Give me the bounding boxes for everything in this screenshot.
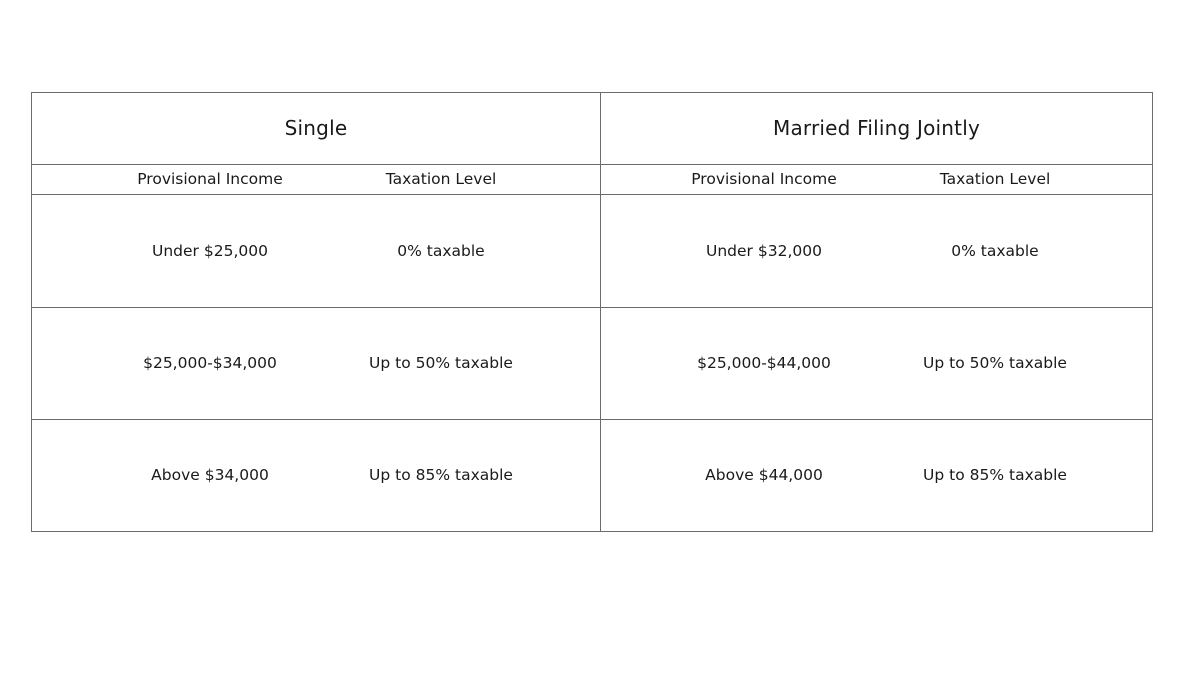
married-level-header: Taxation Level xyxy=(939,170,1051,189)
single-section xyxy=(32,93,601,531)
married-level-cell: 0% taxable xyxy=(951,241,1039,260)
table-row xyxy=(32,195,600,307)
single-income-cell: Above $34,000 xyxy=(151,466,269,485)
taxation-table xyxy=(31,92,1153,532)
single-income-cell: Under $25,000 xyxy=(152,241,268,260)
table-row xyxy=(32,419,600,531)
married-level-cell: Up to 85% taxable xyxy=(923,466,1067,485)
single-income-header: Provisional Income xyxy=(137,170,283,189)
married-income-cell: Above $44,000 xyxy=(705,466,823,485)
married-section xyxy=(601,93,1152,531)
single-level-cell: 0% taxable xyxy=(397,241,485,260)
single-header-row xyxy=(32,165,600,195)
married-income-cell: Under $32,000 xyxy=(706,241,822,260)
table-row xyxy=(601,195,1152,307)
married-level-cell: Up to 50% taxable xyxy=(923,354,1067,373)
single-title: Single xyxy=(32,93,600,165)
single-level-cell: Up to 50% taxable xyxy=(369,354,513,373)
single-level-header: Taxation Level xyxy=(385,170,497,189)
married-header-row xyxy=(601,165,1152,195)
married-title: Married Filing Jointly xyxy=(601,93,1152,165)
single-income-cell: $25,000-$34,000 xyxy=(143,354,277,373)
table-row xyxy=(601,307,1152,419)
married-income-header: Provisional Income xyxy=(691,170,837,189)
table-row xyxy=(32,307,600,419)
table-row xyxy=(601,419,1152,531)
single-level-cell: Up to 85% taxable xyxy=(369,466,513,485)
married-income-cell: $25,000-$44,000 xyxy=(697,354,831,373)
